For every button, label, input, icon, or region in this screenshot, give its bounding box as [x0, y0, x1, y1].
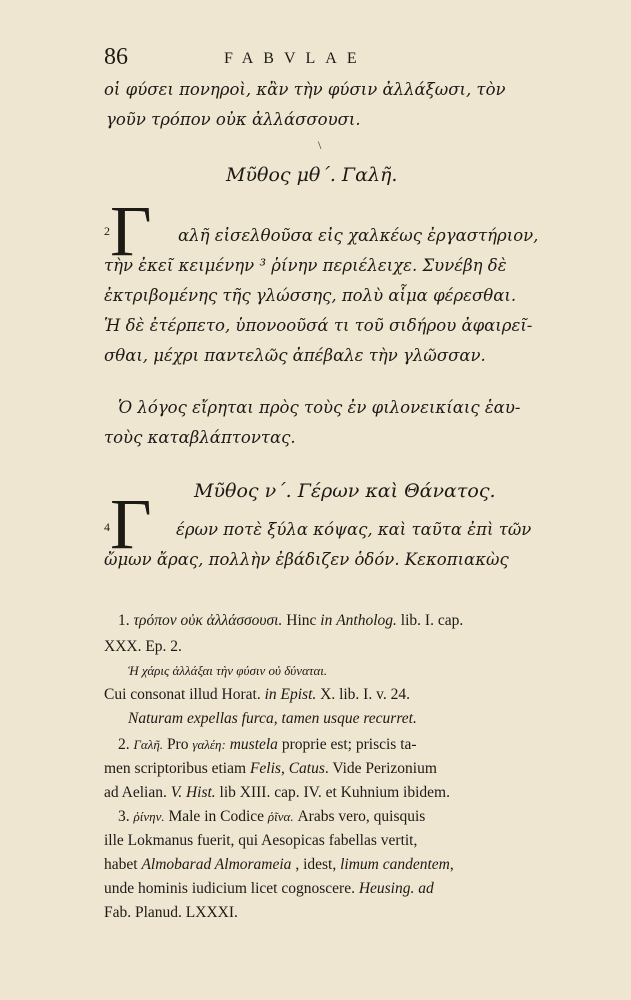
footnote-greek-quote: Ἡ χάρις ἀλλάξαι τὴν φύσιν οὐ δύναται. [128, 663, 328, 678]
footnote-text: habet [104, 856, 138, 873]
footnote-text: men scriptoribus etiam [104, 760, 247, 777]
footnote-source: V. Hist. [170, 784, 216, 801]
footnote-greek: ῥίνην. [133, 809, 165, 824]
page-header [104, 44, 574, 74]
footnote-source: in Epist. [264, 686, 317, 703]
footnote-line [128, 710, 417, 728]
footnote-text: Hinc [286, 612, 317, 629]
footnote-text: in [320, 612, 333, 629]
footnote-marker: 4 [104, 520, 110, 534]
fable-title: Μῦθος ν΄. Γέρων καὶ Θάνατος. [194, 480, 496, 502]
footnote-greek: τρόπον οὐκ ἀλλάσσουσι. [133, 612, 283, 629]
footnote-source: Antholog. [336, 612, 397, 629]
footnote-source: Heusing. [358, 880, 415, 897]
footnote-line: habet Almobarad Almorameia , idest, limum candentem, [104, 856, 454, 873]
footnote-text: proprie est; priscis ta- [281, 736, 417, 753]
footnote-line [118, 808, 425, 826]
footnote-line [104, 784, 450, 802]
footnote-marker: 2 [104, 224, 110, 238]
footnote-latin-quote: Naturam expellas furca, tamen usque recurret. [128, 710, 417, 727]
footnote-term: Felis [249, 760, 281, 777]
text-line: σθαι, μέχρι παντελῶς ἀπέβαλε τὴν γλῶσσαν. [104, 346, 486, 365]
footnote-line [104, 880, 434, 898]
footnote-line [118, 612, 463, 630]
footnote-line: ille Lokmanus fuerit, qui Aesopicas fabellas vertit, [104, 832, 418, 849]
running-head: FABVLAE [224, 50, 367, 67]
text-line: οἱ φύσει πονηροὶ, κἂν τὴν φύσιν ἀλλάξωσι, τὸν [104, 80, 506, 99]
footnote-line [104, 686, 410, 704]
text-line: Ἡ δὲ ἐτέρπετο, ὑπονοοῦσά τι τοῦ σιδήρου ἀφαιρεῖ- [104, 316, 533, 335]
footnote-ref: lib. I. cap. [400, 612, 464, 629]
footnote-line [118, 736, 417, 754]
footnote-text: unde hominis iudicium licet cognoscere. [104, 880, 355, 897]
footnote-text: lib XIII. cap. IV. et Kuhnium ibidem. [219, 784, 450, 801]
text-line: αλῆ εἰσελθοῦσα εἰς χαλκέως ἐργαστήριον, [178, 226, 539, 245]
footnote-text: , idest, [295, 856, 337, 873]
footnote-text: mustela [229, 736, 278, 753]
footnote-term: limum candentem [340, 856, 450, 873]
footnote-term: Almobarad Almorameia [141, 856, 292, 873]
footnote-text: ad Aelian. [104, 784, 167, 801]
footnote-text: Male in Codice [168, 808, 265, 825]
footnote-line [128, 662, 327, 680]
moral-line: τοὺς καταβλάπτοντας. [104, 428, 296, 447]
footnote-number: 2. [118, 736, 130, 753]
footnote-greek: ῥῖνα. [267, 809, 294, 824]
text-line: γοῦν τρόπον οὐκ ἀλλάσσουσι. [106, 110, 361, 129]
footnote-line: Fab. Planud. LXXXI. [104, 904, 238, 921]
drop-cap: Γ [110, 484, 152, 564]
footnote-text: Cui consonat illud Horat. [104, 686, 261, 703]
fable-title: Μῦθος μθ΄. Γαλῆ. [226, 164, 398, 186]
footnote-greek: Γαλῆ. [133, 737, 164, 752]
footnote-line: XXX. Ep. 2. [104, 638, 182, 655]
text-line: ὤμων ἄρας, πολλὴν ἐβάδιζεν ὁδόν. Κεκοπιακὼς [104, 550, 509, 569]
footnote-line: men scriptoribus etiam Felis, Catus. Vide Perizonium [104, 760, 437, 777]
footnote-text: Arabs vero, quisquis [297, 808, 426, 825]
moral-line: Ὁ λόγος εἴρηται πρὸς τοὺς ἐν φιλονεικίαις ἑαυ- [118, 398, 521, 417]
footnote-greek: γαλέη: [192, 737, 226, 752]
footnote-number: 1. [118, 612, 130, 629]
text-line: τὴν ἐκεῖ κειμένην ³ ῥίνην περιέλειχε. Συνέβη δὲ [104, 256, 507, 275]
footnote-number: 3. [118, 808, 130, 825]
footnote-text: Pro [166, 736, 189, 753]
footnote-text: ad [418, 880, 434, 897]
ornament-mark: \ [318, 138, 322, 152]
page-number: 86 [104, 44, 128, 70]
text-line: έρων ποτὲ ξύλα κόψας, καὶ ταῦτα ἐπὶ τῶν [176, 520, 532, 539]
footnote-term: Catus [288, 760, 325, 777]
drop-cap: Γ [110, 191, 152, 271]
footnote-text: . Vide Perizonium [324, 760, 437, 777]
footnote-ref: X. lib. I. v. 24. [320, 686, 410, 703]
text-line: ἐκτριβομένης τῆς γλώσσης, πολὺ αἷμα φέρεσθαι. [104, 286, 517, 305]
